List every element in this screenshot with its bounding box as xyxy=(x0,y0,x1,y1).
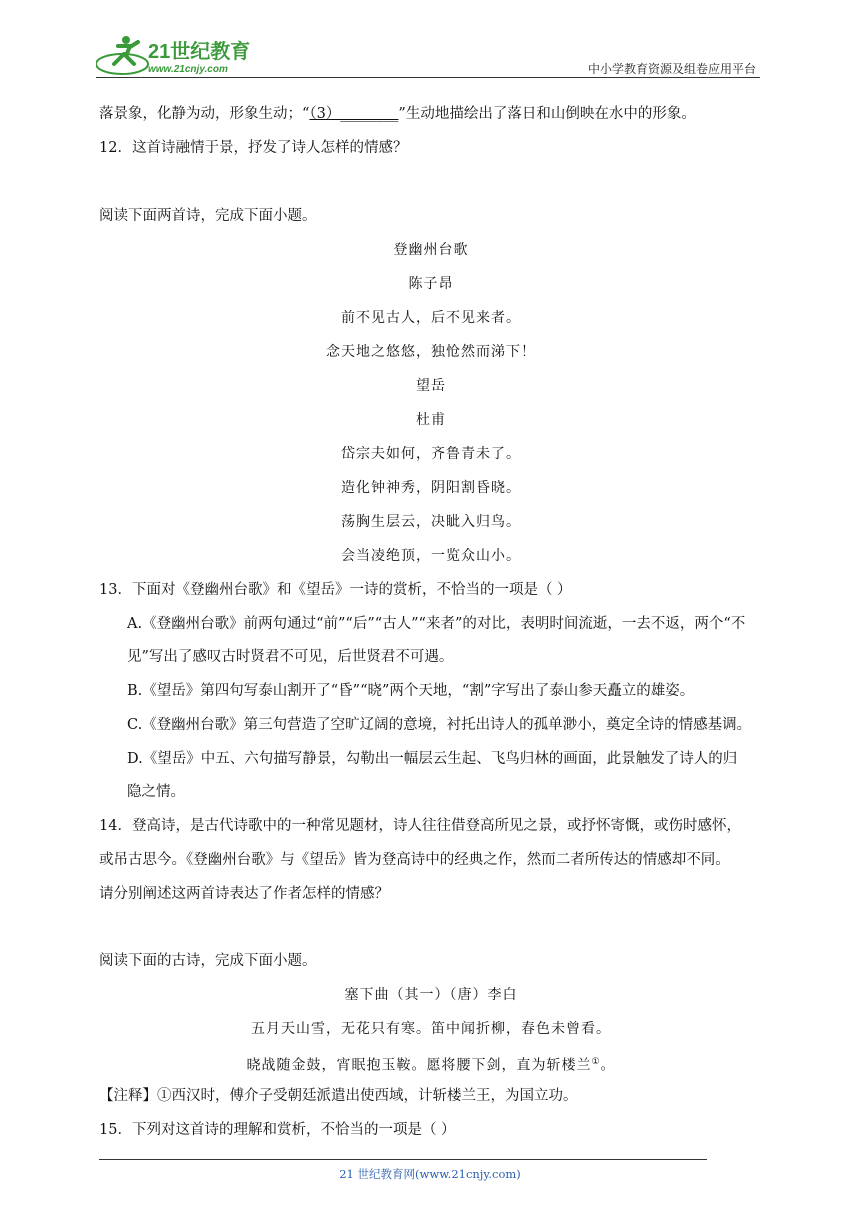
poem-title: 望岳 xyxy=(416,378,446,394)
option-d: D.《望岳》中五、六句描写静景，勾勒出一幅层云生起、飞鸟归林的画面，此景触发了诗人的归 xyxy=(127,751,738,767)
poem-title: 登幽州台歌 xyxy=(393,242,469,258)
option-d-cont: 隐之情。 xyxy=(127,784,185,800)
poem-line: 荡胸生层云，决眦入归鸟。 xyxy=(341,514,521,530)
answer-blank: （3）________ xyxy=(309,106,399,122)
poem-line: 前不见古人，后不见来者。 xyxy=(341,310,521,326)
reading-intro: 阅读下面两首诗，完成下面小题。 xyxy=(99,208,317,224)
poem-line: 造化钟神秀，阴阳割昏晓。 xyxy=(341,480,521,496)
question-15: 15．下列对这首诗的理解和赏析，不恰当的一项是（ ） xyxy=(99,1122,456,1138)
footnote-mark: ① xyxy=(591,1057,601,1067)
question-14-cont: 请分别阐述这两首诗表达了作者怎样的情感？ xyxy=(99,886,389,902)
poem-line: 会当凌绝顶，一览众山小。 xyxy=(341,548,521,564)
text-line: 落景象，化静为动，形象生动；“（3）________”生动地描绘出了落日和山倒映在水中的形象。 xyxy=(99,106,696,122)
poem-author: 杜甫 xyxy=(416,412,446,428)
option-b: B.《望岳》第四句写泰山割开了“昏”“晓”两个天地，“割”字写出了泰山参天矗立的雄姿。 xyxy=(127,683,695,699)
page-header xyxy=(96,34,760,78)
question-14: 14．登高诗，是古代诗歌中的一种常见题材，诗人往往借登高所见之景，或抒怀寄慨，或伤时感怀， xyxy=(99,818,741,834)
reading-intro: 阅读下面的古诗，完成下面小题。 xyxy=(99,953,317,969)
question-14-cont: 或吊古思今。《登幽州台歌》与《望岳》皆为登高诗中的经典之作，然而二者所传达的情感却不同。 xyxy=(99,852,730,868)
poem-title: 塞下曲（其一）（唐）李白 xyxy=(344,987,518,1003)
option-a-cont: 见”写出了感叹古时贤君不可见，后世贤君不可遇。 xyxy=(127,649,454,665)
option-a: A.《登幽州台歌》前两句通过“前”“后”“古人”“来者”的对比，表明时间流逝，一去不返，两个“不 xyxy=(127,616,746,632)
poem-line: 念天地之悠悠，独怆然而涕下！ xyxy=(326,344,536,360)
option-c: C.《登幽州台歌》第三句营造了空旷辽阔的意境，衬托出诗人的孤单渺小，奠定全诗的情感基调。 xyxy=(127,717,752,733)
logo-url: www.21cnjy.com xyxy=(148,64,228,75)
poem-line: 五月天山雪，无花只有寒。笛中闻折柳，春色未曾看。 xyxy=(251,1021,611,1037)
question-13: 13．下面对《登幽州台歌》和《望岳》一诗的赏析，不恰当的一项是（ ） xyxy=(99,582,572,598)
header-divider xyxy=(96,77,760,78)
footer-divider xyxy=(99,1159,707,1160)
poem-line: 岱宗夫如何，齐鲁青未了。 xyxy=(341,446,521,462)
poem-line: 晓战随金鼓，宵眠抱玉鞍。愿将腰下剑，直为斩楼兰①。 xyxy=(246,1057,616,1074)
logo-text: 21世纪教育 xyxy=(148,41,251,63)
poem-author: 陈子昂 xyxy=(408,276,454,292)
question-12: 12．这首诗融情于景，抒发了诗人怎样的情感？ xyxy=(99,140,408,156)
annotation: 【注释】①西汉时，傅介子受朝廷派遣出使西域，计斩楼兰王，为国立功。 xyxy=(99,1088,578,1104)
footer-text: 21 世纪教育网(www.21cnjy.com) xyxy=(339,1167,521,1181)
platform-name: 中小学教育资源及组卷应用平台 xyxy=(587,62,756,76)
logo-21cnjy xyxy=(96,34,266,78)
